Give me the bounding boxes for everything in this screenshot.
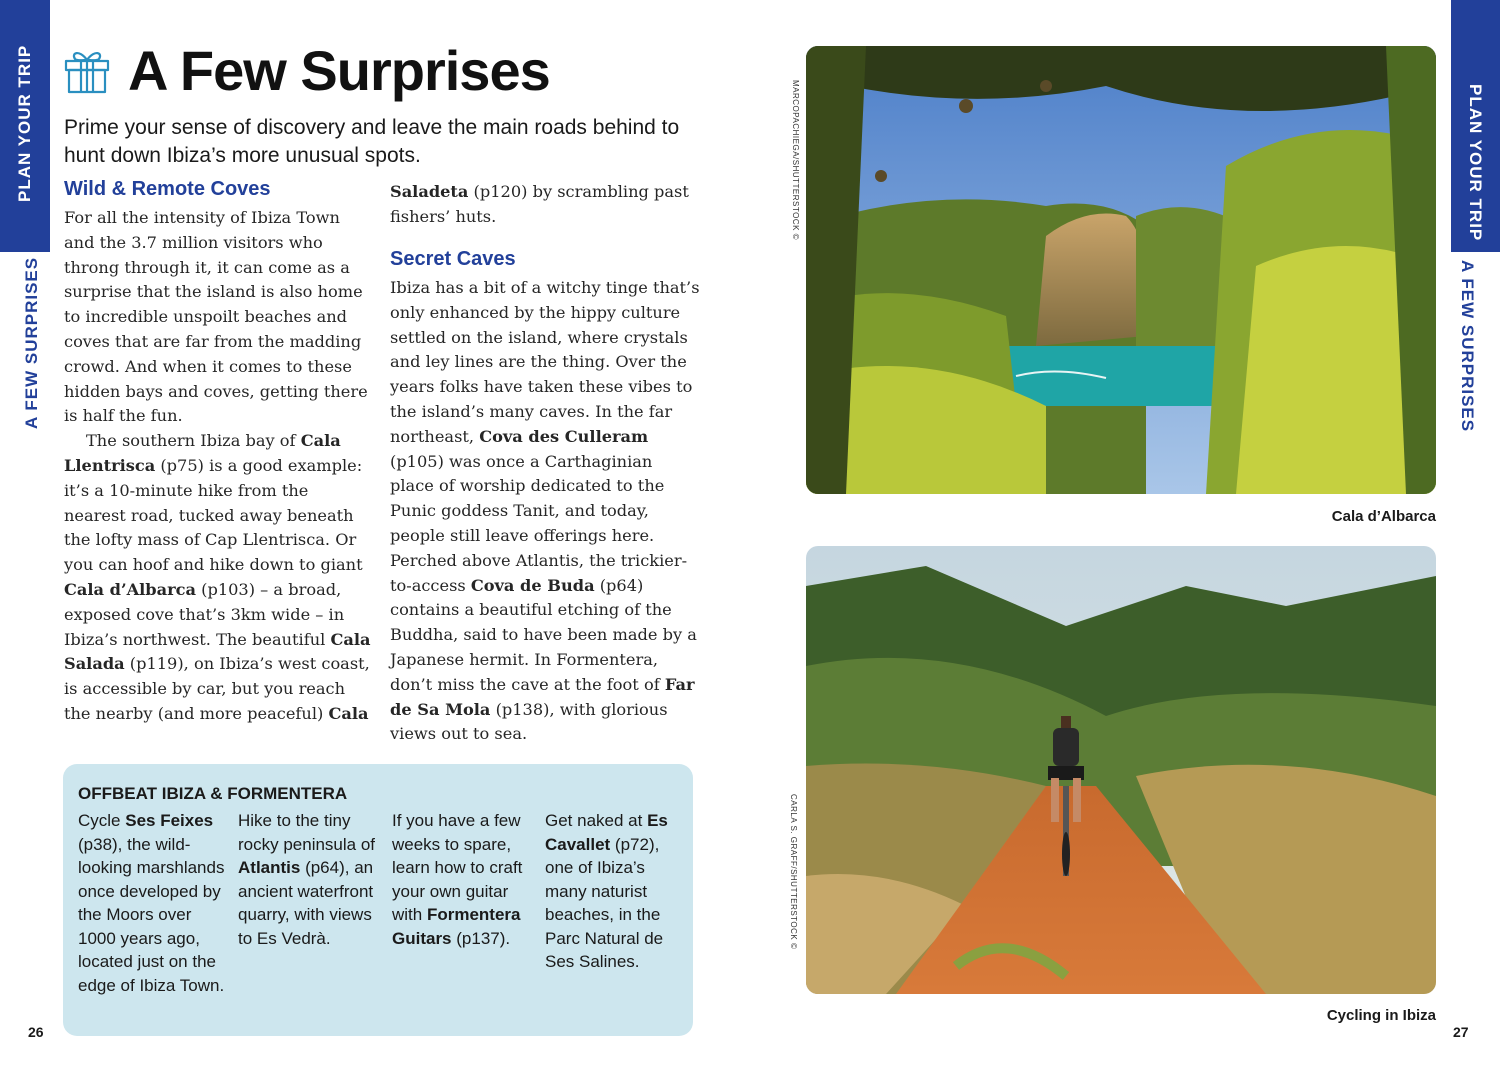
photo-cycling: [806, 546, 1436, 994]
paragraph: The southern Ibiza bay of Cala Llentrisca (p75) is a good example: it’s a 10-minute hike from the nearest road, tucked away beneath the lofty mass of Cap Llentrisca. Or you can hoof and hike down to giant Cala d’Albarca (p103) – a broad, exposed cove that’s 3km wide – in Ibiza’s northwest. The beautiful Cala Salada (p119), on Ibiza’s west coast, is accessible by car, but you reach the nearby (and more peaceful) Cala: [64, 431, 371, 723]
intro-text: Prime your sense of discovery and leave the main roads behind to hunt down Ibiza’s more unusual spots.: [64, 116, 680, 167]
caption-2: Cycling in Ibiza: [1326, 1007, 1436, 1024]
caption-1: Cala d’Albarca: [1331, 508, 1436, 525]
paragraph: For all the intensity of Ibiza Town and the 3.7 million visitors who throng through it, it can come as a surprise that the island is also home to incredible unspoilt beaches and coves that are far from the madding crowd. And when it comes to these hidden bays and coves, getting there is half the fun.: [64, 208, 368, 426]
page-number-left: 26: [28, 1024, 44, 1040]
photo-cala-albarca-image: [806, 46, 1436, 494]
box-item-1: Cycle Ses Feixes (p38), the wild-looking marshlands once developed by the Moors over 1000 years ago, located just on the edge of Ibiza Town.: [78, 811, 225, 995]
photo-credit: MARCOPACHIEGA/SHUTTERSTOCK ©: [791, 80, 800, 241]
photo-cala-albarca: [806, 46, 1436, 494]
chapter-label-left: A FEW SURPRISES: [22, 256, 41, 429]
column-left: [64, 206, 374, 727]
box-item-4: Get naked at Es Cavallet (p72), one of Ibiza’s many naturist beaches, in the Parc Natural de Ses Salines.: [545, 811, 668, 971]
offbeat-box: [63, 764, 693, 1036]
section-tab-label-right: PLAN YOUR TRIP: [1466, 84, 1485, 242]
page-title: A Few Surprises: [128, 39, 550, 102]
box-item-2: Hike to the tiny rocky peninsula of Atlantis (p64), an ancient waterfront quarry, with views to Es Vedrà.: [238, 811, 376, 948]
section-tab-right[interactable]: [1451, 0, 1500, 252]
heading-secret-caves: Secret Caves: [390, 248, 516, 270]
box-item-3: If you have a few weeks to spare, learn how to craft your own guitar with Formentera Guitars (p137).: [392, 811, 523, 948]
column-right: [390, 180, 700, 230]
section-tab-label: PLAN YOUR TRIP: [15, 44, 34, 202]
paragraph: Ibiza has a bit of a witchy tinge that’s only enhanced by the hippy culture settled on the island, where crystals and ley lines are the thing. Over the years folks have taken these vibes to the island’s many caves. In the far northeast, Cova des Culleram (p105) was once a Carthaginian place of worship dedicated to the Punic goddess Tanit, and today, people still leave offerings here. Perched above Atlantis, the trickier-to-access Cova de Buda (p64) contains a beautiful etching of the Buddha, said to have been made by a Japanese hermit. In Formentera, don’t miss the cave at the foot of Far de Sa Mola (p138), with glorious views out to sea.: [390, 278, 700, 744]
gift-icon: [63, 45, 111, 95]
photo-credit: CARLA S. GRAFF/SHUTTERSTOCK ©: [789, 794, 798, 950]
chapter-label-right: A FEW SURPRISES: [1458, 260, 1477, 433]
section-tab-left[interactable]: [0, 0, 50, 252]
photo-cycling-image: [806, 546, 1436, 994]
paragraph-continued: Saladeta (p120) by scrambling past fishers’ huts.: [390, 182, 689, 226]
heading-wild-coves: Wild & Remote Coves: [64, 178, 271, 200]
box-title: OFFBEAT IBIZA & FORMENTERA: [78, 784, 348, 803]
page-number-right: 27: [1453, 1024, 1469, 1040]
column-right-caves: [390, 276, 700, 747]
